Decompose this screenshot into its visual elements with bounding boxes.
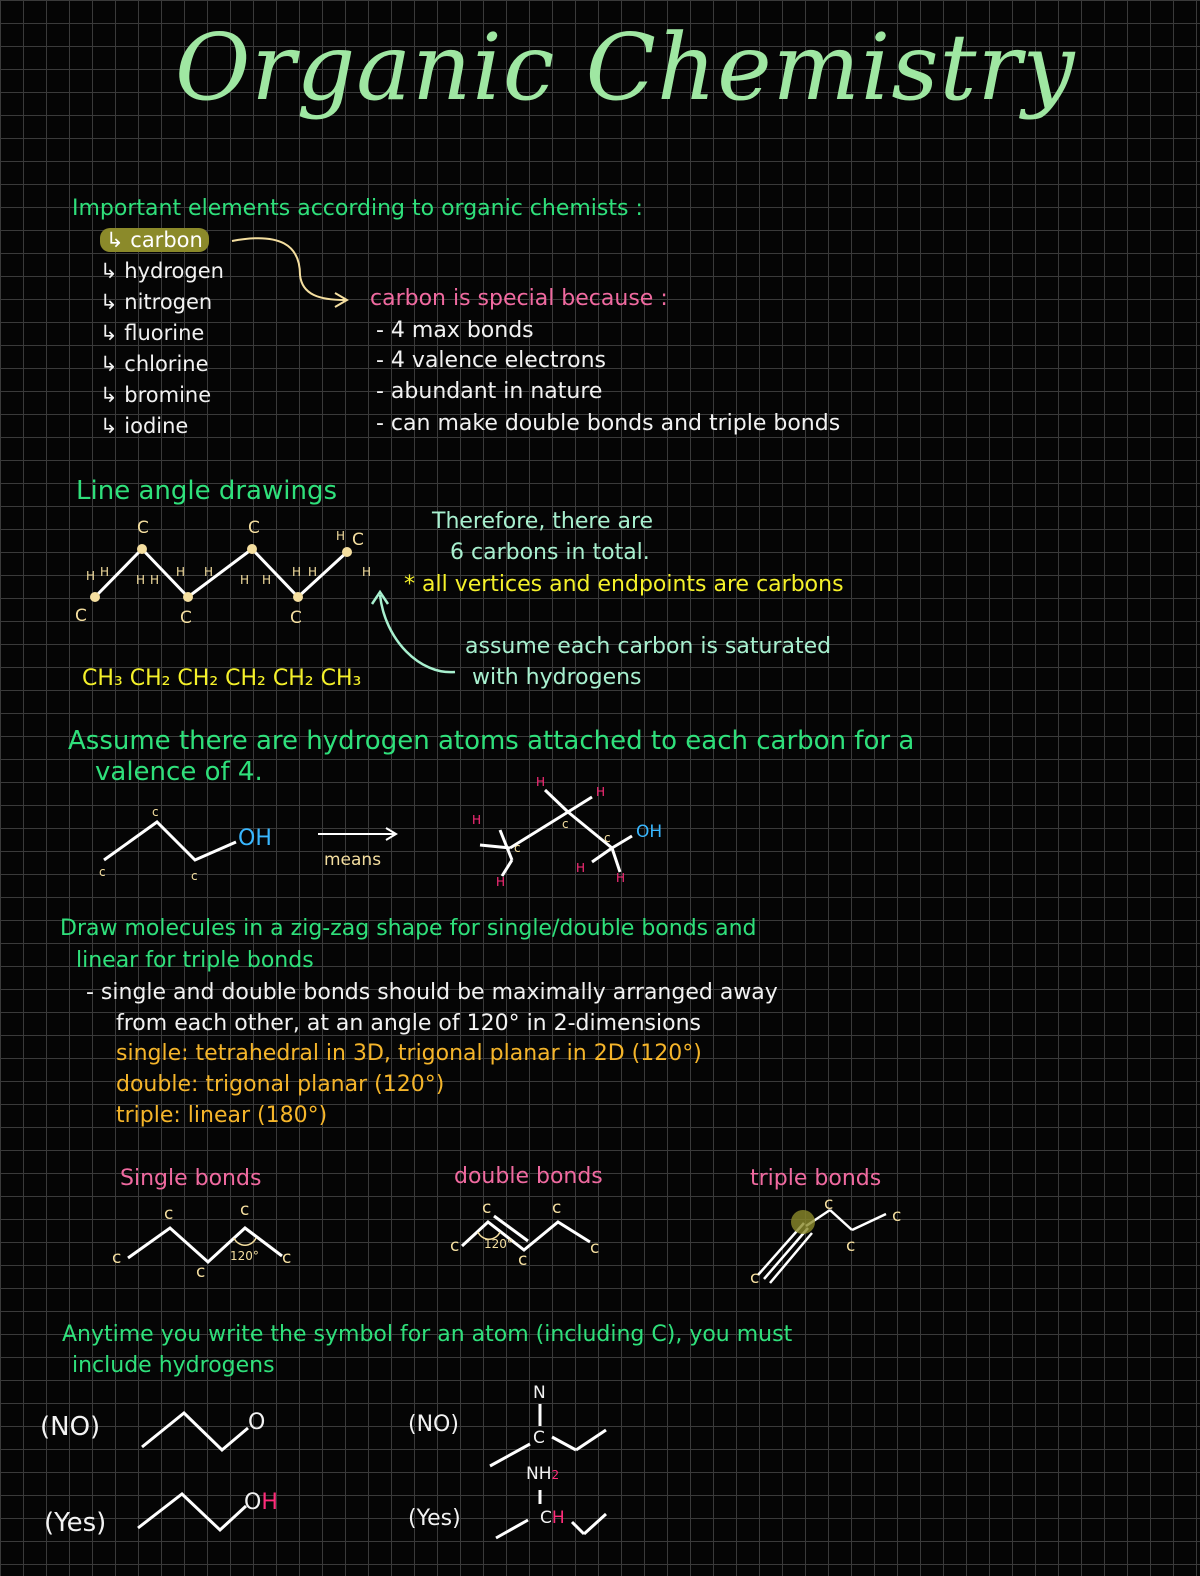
atom-c: c — [750, 1268, 760, 1288]
o-atom: O — [248, 1410, 266, 1435]
zigzag-line-2: from each other, at an angle of 120° in 2-dimensions — [116, 1011, 701, 1036]
zigzag-line-1: - single and double bonds should be maximally arranged away — [86, 980, 778, 1005]
carbon-point: - can make double bonds and triple bonds — [376, 411, 841, 436]
angle-label: 120° — [484, 1237, 513, 1251]
ch-atom: CH — [540, 1508, 565, 1528]
vertices-note: * all vertices and endpoints are carbons — [404, 572, 844, 597]
yes-label: (Yes) — [44, 1508, 107, 1538]
atom-h: H — [136, 573, 146, 587]
carbon-special-heading: carbon is special because : — [370, 286, 668, 311]
atom-h: H — [336, 529, 346, 543]
no-label: (NO) — [40, 1412, 101, 1442]
triple-bond-drawing — [758, 1210, 886, 1283]
atom-h: H — [100, 565, 110, 579]
atom-c: c — [240, 1200, 250, 1220]
anytime-line-1: Anytime you write the symbol for an atom (including C), you must — [62, 1322, 793, 1347]
atom-h: H — [496, 875, 506, 889]
nh2-atom: NH2 — [526, 1464, 560, 1484]
atom-h: H — [86, 569, 96, 583]
list-item: ↳ carbon — [100, 228, 224, 259]
carbon-arrow — [232, 238, 345, 300]
single-bonds-label: Single bonds — [120, 1166, 262, 1191]
atom-h: H — [204, 565, 214, 579]
single-geometry: single: tetrahedral in 3D, trigonal planar in 2D (120°) — [116, 1041, 702, 1066]
atom-c: c — [482, 1198, 492, 1218]
therefore-line-1: Therefore, there are — [432, 509, 654, 534]
atom-h: H — [292, 565, 302, 579]
oh-label: OH — [636, 822, 663, 842]
list-item: ↳ fluorine — [100, 321, 205, 345]
double-bonds-label: double bonds — [454, 1164, 603, 1189]
c-atom: C — [533, 1428, 545, 1448]
atom-h: H — [616, 871, 626, 885]
assume-line-2: with hydrogens — [472, 665, 642, 690]
carbon-point: - 4 max bonds — [376, 318, 534, 343]
atom-c: c — [604, 831, 611, 845]
assume-line-1: assume each carbon is saturated — [465, 634, 832, 659]
atom-c: c — [450, 1236, 460, 1256]
atom-h: H — [596, 785, 606, 799]
atom-c: C — [352, 530, 364, 550]
n-atom: N — [533, 1383, 546, 1403]
anytime-line-2: include hydrogens — [72, 1353, 275, 1378]
list-item: ↳ chlorine — [100, 352, 209, 376]
atom-h: H — [308, 565, 318, 579]
no-label: (NO) — [408, 1412, 459, 1437]
zigzag-heading-1: Draw molecules in a zig-zag shape for single/double bonds and — [60, 916, 757, 941]
no-example-1 — [142, 1413, 248, 1450]
atom-c: c — [514, 841, 521, 855]
atom-c: c — [846, 1236, 856, 1256]
hexane-formula: CH₃ CH₂ CH₂ CH₂ CH₂ CH₃ — [82, 666, 362, 691]
line-angle-heading: Line angle drawings — [76, 476, 337, 506]
list-item: ↳ nitrogen — [100, 290, 213, 314]
atom-c: c — [590, 1238, 600, 1258]
yes-example-1 — [138, 1494, 246, 1530]
triple-geometry: triple: linear (180°) — [116, 1103, 328, 1128]
atom-h: H — [536, 775, 546, 789]
triple-bonds-label: triple bonds — [750, 1166, 882, 1191]
means-label: means — [324, 850, 382, 870]
no-example-2 — [490, 1404, 606, 1466]
atom-c: C — [75, 606, 87, 626]
carbon-point: - abundant in nature — [376, 379, 603, 404]
atom-c: c — [892, 1206, 902, 1226]
atom-h: H — [472, 813, 482, 827]
atom-c: C — [137, 518, 149, 538]
elements-heading: Important elements according to organic chemists : — [72, 196, 643, 221]
hydrogen-heading-2: valence of 4. — [95, 757, 263, 787]
atom-h: H — [240, 573, 250, 587]
atom-h: H — [150, 573, 160, 587]
atom-c: c — [112, 1248, 122, 1268]
page-title: Organic Chemistry — [175, 14, 1076, 121]
atom-h: H — [262, 573, 272, 587]
atom-c: C — [290, 608, 302, 628]
atom-c: c — [824, 1194, 834, 1214]
list-item: ↳ bromine — [100, 383, 212, 407]
list-item: ↳ hydrogen — [100, 259, 224, 283]
oh-atom: OH — [244, 1490, 278, 1515]
carbon-point: - 4 valence electrons — [376, 348, 606, 373]
hydrogen-heading-1: Assume there are hydrogen atoms attached to each carbon for a — [68, 726, 915, 756]
atom-c: c — [282, 1248, 292, 1268]
double-geometry: double: trigonal planar (120°) — [116, 1072, 445, 1097]
therefore-line-2: 6 carbons in total. — [450, 540, 650, 565]
atom-c: C — [180, 608, 192, 628]
atom-c: c — [518, 1250, 528, 1270]
propanol-skeletal — [104, 822, 236, 860]
atom-c: c — [562, 817, 569, 831]
atom-c: c — [152, 805, 159, 819]
angle-label: 120° — [230, 1249, 259, 1263]
pointer-arrow — [380, 595, 455, 672]
zigzag-heading-2: linear for triple bonds — [76, 948, 314, 973]
atom-c: C — [248, 518, 260, 538]
atom-c: c — [552, 1198, 562, 1218]
yes-label: (Yes) — [408, 1506, 461, 1531]
atom-c: c — [196, 1262, 206, 1282]
atom-c: c — [99, 865, 106, 879]
list-item: ↳ iodine — [100, 414, 189, 438]
atom-c: c — [191, 869, 198, 883]
atom-c: c — [164, 1204, 174, 1224]
atom-h: H — [576, 861, 586, 875]
atom-h: H — [176, 565, 186, 579]
atom-h: H — [362, 565, 372, 579]
oh-label: OH — [238, 826, 272, 851]
